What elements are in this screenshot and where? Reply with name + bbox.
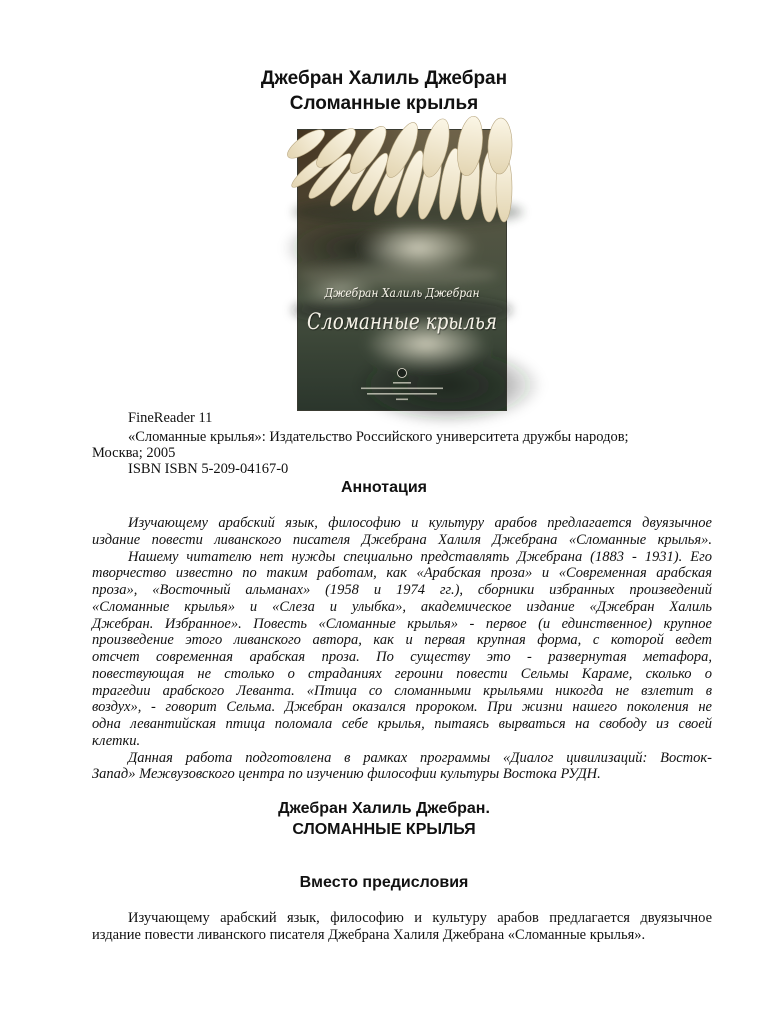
preface-line: издание повести ливанского писателя Джебрана Халиля Джебрана «Сломанные крылья».	[92, 926, 646, 943]
annotation-line: Изучающему арабский язык, философию и культуру арабов предлагается двуязычное	[128, 515, 712, 531]
annotation-line: Запад» Межвузовского центра по изучению философии культуры Востока РУДН.	[92, 766, 601, 783]
publisher-imprint-mark	[396, 399, 408, 401]
book-cover	[298, 130, 506, 410]
publisher-imprint-mark	[361, 388, 443, 390]
cover-title: Сломанные крылья	[307, 310, 497, 335]
section-title	[0, 798, 768, 840]
annotation-line: проза», «Восточный альманах» (1958 и 1974 гг.), сборники избранных произведений	[92, 582, 712, 598]
annotation-line: произведение этого ливанского автора, как и первая крупная форма, с которой ведет	[92, 632, 712, 649]
section-book-title: СЛОМАННЫЕ КРЫЛЬЯ	[292, 820, 476, 838]
annotation-text	[92, 515, 712, 783]
annotation-line: Данная работа подготовлена в рамках программы «Диалог цивилизаций: Восток-	[128, 749, 712, 766]
annotation-line: издание повести ливанского писателя Джебрана Халиля Джебрана «Сломанные крылья».	[92, 531, 712, 548]
annotation-line: повествующая не столько о страданиях героини повести Сельмы Караме, сколько о	[92, 665, 712, 682]
meta-publisher: «Сломанные крылья»: Издательство Российского университета дружбы народов;	[128, 429, 629, 445]
publisher-imprint-mark	[393, 382, 411, 384]
annotation-line: клетки.	[92, 732, 141, 749]
annotation-line: воздух», - говорит Сельма. Джебран оказался пророком. При жизни нашего поколения не	[92, 699, 712, 716]
preface-line: Изучающему арабский язык, философию и культуру арабов предлагается двуязычное	[128, 910, 712, 926]
title-book: Сломанные крылья	[289, 93, 479, 114]
meta-isbn: ISBN ISBN 5-209-04167-0	[128, 461, 289, 477]
cover-author: Джебран Халиль Джебран	[323, 286, 480, 300]
document-title	[0, 66, 768, 116]
annotation-line: Нашему читателю нет нужды специально представлять Джебрана (1883 - 1931). Его	[128, 548, 712, 565]
publisher-imprint-mark	[367, 393, 437, 395]
annotation-heading: Аннотация	[341, 479, 427, 496]
cover-artwork	[298, 130, 506, 410]
annotation-line: отсчет современная арабская проза. По существу это - развернутая метафора,	[92, 649, 712, 665]
section-author: Джебран Халиль Джебран.	[278, 799, 490, 817]
meta-software: FineReader 11	[128, 410, 213, 426]
emblem-icon	[398, 369, 407, 378]
document-metadata	[92, 410, 712, 477]
preface-heading: Вместо предисловия	[299, 874, 469, 891]
preface-text	[92, 910, 712, 944]
title-author: Джебран Халиль Джебран	[260, 68, 508, 89]
annotation-line: трагедии арабского Леванта. «Птица со сломанными крыльями никогда не взлетит в	[92, 682, 712, 699]
meta-city-year: Москва; 2005	[92, 445, 176, 461]
annotation-line: Джебран. Избранное». Повесть «Сломанные крылья» - первое (и единственное) крупное	[92, 615, 712, 632]
annotation-line: одна левантийская птица поломала себе крылья, пытаясь вырваться на свободу из своей	[92, 716, 712, 732]
annotation-line: «Сломанные крылья» и «Слеза и улыбка», академическое издание «Джебран Халиль	[92, 598, 712, 615]
annotation-line: творчество известно по таким работам, как «Арабская проза» и «Современная арабская	[92, 565, 712, 582]
